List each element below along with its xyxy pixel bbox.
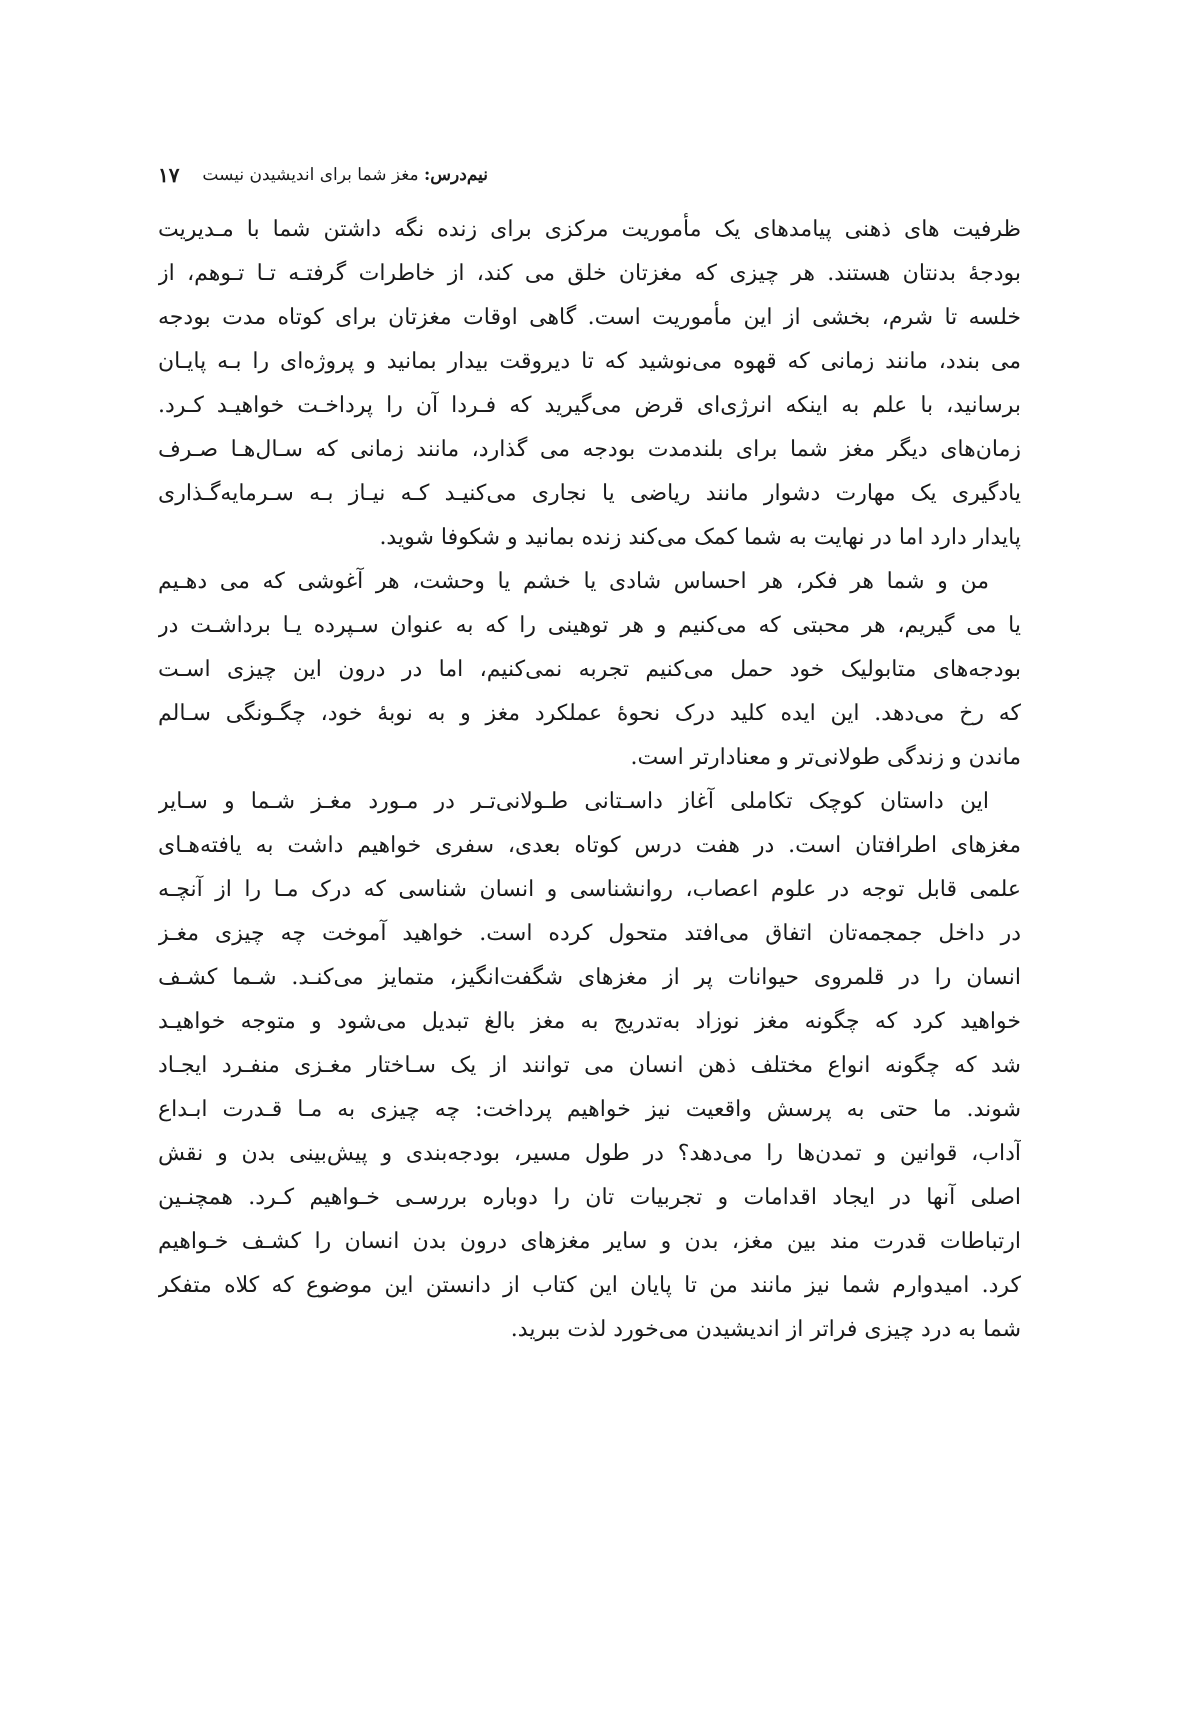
paragraph-2: [158, 560, 1021, 780]
running-head: [158, 158, 488, 192]
text-line: در داخل جمجمه‌تان اتفاق می‌افتد متحول کرده است. خواهید آموخت چه چیزی مغـز: [158, 921, 1021, 946]
text-line: خلسه تا شرم، بخشی از این مأموریت است. گاهی اوقات مغزتان برای کوتاه مدت بودجه: [158, 305, 1021, 330]
text-line: بودجه‌های متابولیک خود حمل می‌کنیم تجربه نمی‌کنیم، اما در درون این چیزی اسـت: [158, 657, 1021, 682]
text-line: انسان را در قلمروی حیوانات پر از مغزهای شگفت‌انگیز، متمایز می‌کنـد. شـما کشـف: [158, 965, 1021, 990]
paragraph-3: [158, 780, 1021, 1352]
text-line: علمی قابل توجه در علوم اعصاب، روانشناسی و انسان شناسی که درک مـا را از آنچـه: [158, 877, 1021, 902]
text-line: پایدار دارد اما در نهایت به شما کمک می‌کند زنده بمانید و شکوفا شوید.: [379, 525, 1021, 550]
text-line: شما به درد چیزی فراتر از اندیشیدن می‌خورد لذت ببرید.: [510, 1317, 1021, 1342]
text-line: می بندد، مانند زمانی که قهوه می‌نوشید که تا دیروقت بیدار بمانید و پروژه‌ای را بـه پایـان: [158, 349, 1021, 374]
text-line: من و شما هر فکر، هر احساس شادی یا خشم یا وحشت، هر آغوشی که می دهـیم: [158, 569, 989, 594]
text-line: بودجهٔ بدنتان هستند. هر چیزی که مغزتان خلق می کند، از خاطرات گرفتـه تـا تـوهم، از: [158, 261, 1021, 286]
text-line: ظرفیت های ذهنی پیامدهای یک مأموریت مرکزی برای زنده نگه داشتن شما با مـدیریت: [158, 217, 1021, 242]
page-number: ۱۷: [158, 163, 180, 187]
text-line: که رخ می‌دهد. این ایده کلید درک نحوهٔ عملکرد مغز و به نوبهٔ خود، چگـونگی سـالم: [158, 701, 1021, 726]
paragraph-1: [158, 208, 1021, 560]
text-line: این داستان کوچک تکاملی آغاز داسـتانی طـولانی‌تـر در مـورد مغـز شـما و سـایر: [158, 789, 989, 814]
text-line: شوند. ما حتی به پرسش واقعیت نیز خواهیم پرداخت: چه چیزی به مـا قـدرت ابـداع: [158, 1097, 1021, 1122]
text-line: کرد. امیدوارم شما نیز مانند من تا پایان این کتاب از دانستن این موضوع که کلاه متفکر: [158, 1273, 1021, 1298]
running-head-label: نیم‌درس:: [424, 165, 488, 185]
text-line: مغزهای اطرافتان است. در هفت درس کوتاه بعدی، سفری خواهیم داشت به یافته‌هـای: [158, 833, 1021, 858]
text-line: آداب، قوانین و تمدن‌ها را می‌دهد؟ در طول مسیر، بودجه‌بندی و پیش‌بینی بدن و نقش: [158, 1141, 1021, 1166]
running-head-title: مغز شما برای اندیشیدن نیست: [202, 165, 419, 185]
text-line: ماندن و زندگی طولانی‌تر و معنادارتر است.: [630, 745, 1021, 770]
text-line: ارتباطات قدرت مند بین مغز، بدن و سایر مغزهای درون بدن انسان را کشـف خـواهیم: [158, 1229, 1021, 1254]
body-text: [158, 208, 1021, 1352]
text-line: یادگیری یک مهارت دشوار مانند ریاضی یا نجاری می‌کنیـد کـه نیـاز بـه سـرمایه‌گـذاری: [158, 481, 1021, 506]
text-line: شد که چگونه انواع مختلف ذهن انسان می توانند از یک سـاختار مغـزی منفـرد ایجـاد: [158, 1053, 1021, 1078]
text-line: برسانید، با علم به اینکه انرژی‌ای قرض می‌گیرید که فـردا آن را پرداخـت خواهیـد کـرد.: [158, 393, 1021, 418]
text-line: زمان‌های دیگر مغز شما برای بلندمدت بودجه می گذارد، مانند زمانی که سـال‌هـا صـرف: [158, 437, 1021, 462]
text-line: خواهید کرد که چگونه مغز نوزاد به‌تدریج به مغز بالغ تبدیل می‌شود و متوجه خواهیـد: [158, 1009, 1021, 1034]
text-line: یا می گیریم، هر محبتی که می‌کنیم و هر توهینی را که به عنوان سـپرده یـا برداشـت در: [158, 613, 1021, 638]
text-line: اصلی آنها در ایجاد اقدامات و تجربیات تان را دوباره بررسـی خـواهیم کـرد. همچنـین: [158, 1185, 1021, 1210]
